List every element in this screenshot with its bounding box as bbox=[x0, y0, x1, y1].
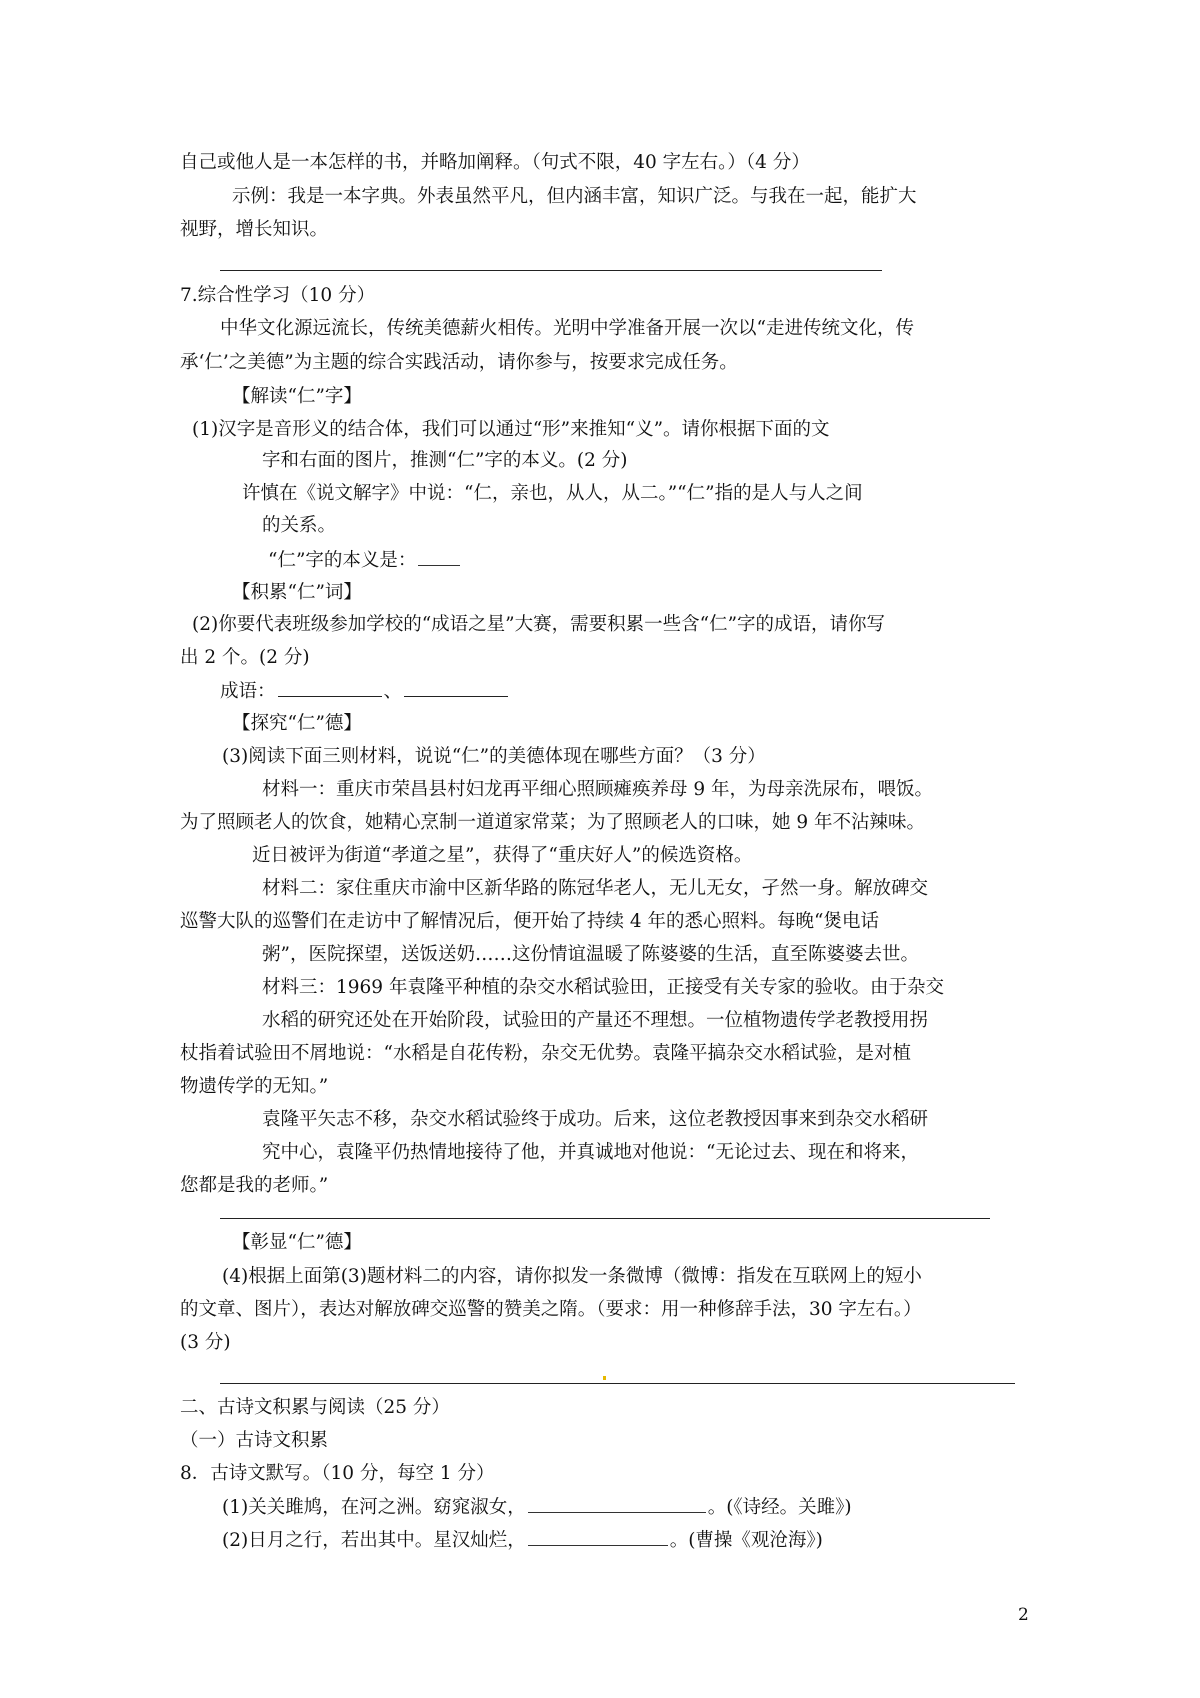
q8-1-source: 。(《诗经。关雎》) bbox=[707, 1497, 852, 1518]
q7-3-answer-line bbox=[220, 1218, 990, 1219]
material3-line7: 您都是我的老师。” bbox=[180, 1175, 329, 1196]
idiom-blank-2[interactable] bbox=[404, 678, 508, 697]
q7-2-line2: 出 2 个。(2 分) bbox=[180, 647, 310, 668]
material2-line3: 粥”，医院探望，送饭送奶……这份情谊温暖了陈婆婆的生活，直至陈婆婆去世。 bbox=[262, 944, 919, 965]
stray-mark bbox=[603, 1376, 606, 1380]
q7-1-answer-label: “仁”字的本义是： bbox=[268, 550, 417, 571]
q7-heading-accumulate: 【积累“仁”词】 bbox=[232, 582, 362, 603]
q6-tail: 自己或他人是一本怎样的书，并略加阐释。（句式不限，40 字左右。）（4 分） bbox=[180, 152, 810, 173]
q7-4-line3: (3 分) bbox=[180, 1332, 231, 1353]
q7-1-line4: 的关系。 bbox=[262, 515, 337, 536]
material3-line3: 杖指着试验田不屑地说：“水稻是自花传粉，杂交无优势。袁隆平搞杂交水稻试验，是对植 bbox=[180, 1043, 911, 1064]
q7-heading-explore: 【探究“仁”德】 bbox=[232, 713, 362, 734]
q7-heading-interpret: 【解读“仁”字】 bbox=[232, 386, 362, 407]
q7-4-line1: (4)根据上面第(3)题材料二的内容，请你拟发一条微博（微博：指发在互联网上的短小 bbox=[222, 1266, 922, 1287]
q7-title: 7.综合性学习（10 分） bbox=[180, 285, 376, 306]
q8-1-prompt: (1)关关雎鸠，在河之洲。窈窕淑女， bbox=[222, 1497, 526, 1518]
material3-line4: 物遗传学的无知。” bbox=[180, 1076, 329, 1097]
q8-1-blank[interactable] bbox=[528, 1494, 706, 1513]
part2-subtitle: （一）古诗文积累 bbox=[180, 1430, 329, 1451]
q8-2-blank[interactable] bbox=[528, 1527, 668, 1546]
q6-example-line2: 视野，增长知识。 bbox=[180, 219, 329, 240]
material1-line1: 材料一：重庆市荣昌县村妇龙再平细心照顾瘫痪养母 9 年，为母亲洗尿布，喂饭。 bbox=[262, 779, 934, 800]
idiom-separator: 、 bbox=[383, 681, 403, 702]
q7-intro-line1: 中华文化源远流长，传统美德薪火相传。光明中学准备开展一次以“走进传统文化，传 bbox=[220, 318, 914, 339]
q6-answer-line bbox=[220, 270, 882, 271]
q7-3-question: (3)阅读下面三则材料，说说“仁”的美德体现在哪些方面？（3 分） bbox=[222, 746, 766, 767]
q7-2-answer-label: 成语： bbox=[220, 681, 276, 702]
q7-4-line2: 的文章、图片），表达对解放碑交巡警的赞美之隋。（要求：用一种修辞手法，30 字左右。） bbox=[180, 1299, 922, 1320]
q8-2 bbox=[222, 1527, 823, 1554]
material2-line1: 材料二：家住重庆市渝中区新华路的陈冠华老人，无儿无女，孑然一身。解放碑交 bbox=[262, 878, 929, 899]
material1-line2: 为了照顾老人的饮食，她精心烹制一道道家常菜；为了照顾老人的口味，她 9 年不沾辣味。 bbox=[180, 812, 926, 833]
q7-1-line1: (1)汉字是音形义的结合体，我们可以通过“形”来推知“义”。请你根据下面的文 bbox=[192, 419, 830, 440]
page-number: 2 bbox=[1018, 1605, 1029, 1625]
q7-2-answer bbox=[220, 678, 510, 705]
q8-title: 8．古诗文默写。（10 分，每空 1 分） bbox=[180, 1463, 495, 1484]
q8-2-prompt: (2)日月之行，若出其中。星汉灿烂， bbox=[222, 1530, 526, 1551]
q8-1 bbox=[222, 1494, 852, 1521]
q7-2-line1: (2)你要代表班级参加学校的“成语之星”大赛，需要积累一些含“仁”字的成语，请你写 bbox=[192, 614, 886, 635]
material3-line6: 究中心，袁隆平仍热情地接待了他，并真诚地对他说：“无论过去、现在和将来， bbox=[262, 1142, 919, 1163]
part2-title: 二、古诗文积累与阅读（25 分） bbox=[180, 1397, 450, 1418]
idiom-blank-1[interactable] bbox=[278, 678, 382, 697]
q8-2-source: 。(曹操《观沧海》) bbox=[669, 1530, 823, 1551]
q7-heading-manifest: 【彰显“仁”德】 bbox=[232, 1232, 362, 1253]
material3-line2: 水稻的研究还处在开始阶段，试验田的产量还不理想。一位植物遗传学老教授用拐 bbox=[262, 1010, 929, 1031]
material3-line1: 材料三：1969 年袁隆平种植的杂交水稻试验田，正接受有关专家的验收。由于杂交 bbox=[262, 977, 944, 998]
q7-1-line3: 许慎在《说文解字》中说：“仁，亲也，从人，从二。”“仁”指的是人与人之间 bbox=[242, 483, 863, 504]
q7-1-line2: 字和右面的图片，推测“仁”字的本义。(2 分) bbox=[262, 450, 628, 471]
q7-intro-line2: 承‘仁’之美德”为主题的综合实践活动，请你参与，按要求完成任务。 bbox=[180, 352, 738, 373]
q6-example-line1: 示例：我是一本字典。外表虽然平凡，但内涵丰富，知识广泛。与我在一起，能扩大 bbox=[232, 186, 917, 207]
q7-4-answer-line bbox=[220, 1383, 1015, 1384]
material1-line3: 近日被评为街道“孝道之星”，获得了“重庆好人”的候选资格。 bbox=[252, 845, 753, 866]
material3-line5: 袁隆平矢志不移，杂交水稻试验终于成功。后来，这位老教授因事来到杂交水稻研 bbox=[262, 1109, 929, 1130]
q7-1-answer bbox=[268, 547, 462, 574]
material2-line2: 巡警大队的巡警们在走访中了解情况后，便开始了持续 4 年的悉心照料。每晚“煲电话 bbox=[180, 911, 879, 932]
q7-1-answer-blank[interactable] bbox=[418, 547, 460, 566]
